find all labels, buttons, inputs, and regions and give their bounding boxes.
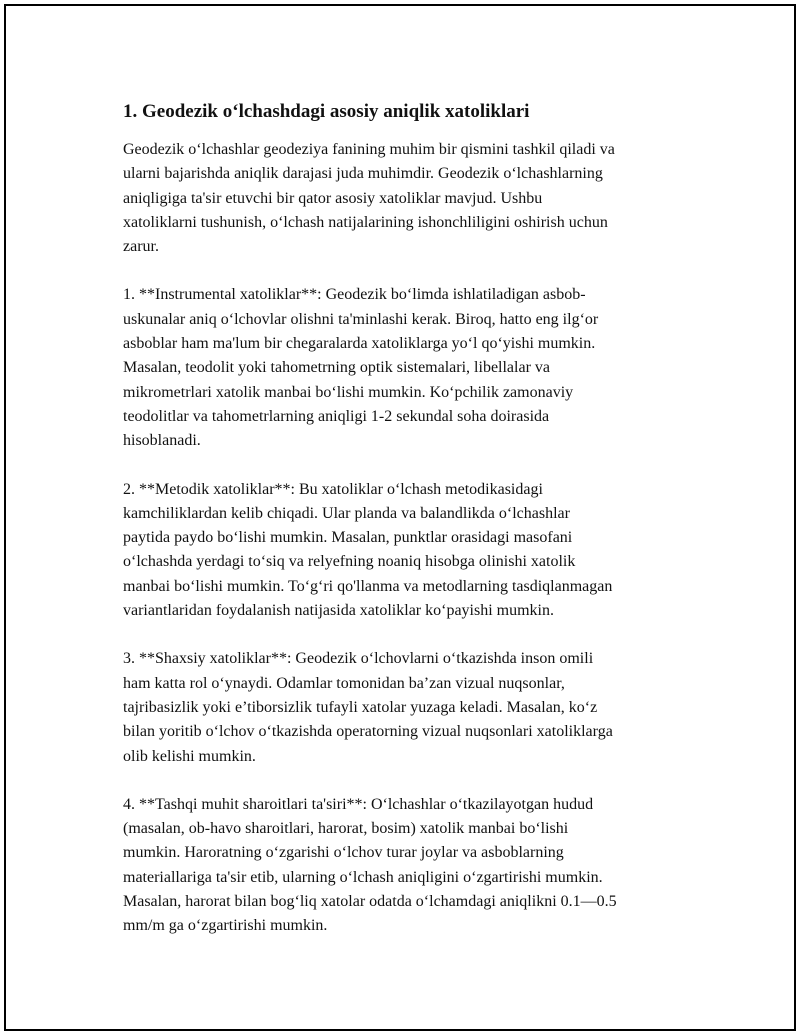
- personal-errors-paragraph: [123, 647, 703, 768]
- environment-errors-paragraph: [123, 793, 703, 939]
- paragraph-line: Geodezik o‘lchashlar geodeziya fanining muhim bir qismini tashkil qiladi va: [123, 141, 615, 158]
- paragraph-line: materiallariga ta'sir etib, ularning o‘lchash aniqligini o‘zgartirishi mumkin.: [123, 868, 603, 886]
- page-frame: [4, 4, 796, 1031]
- methodical-errors-paragraph: [123, 478, 703, 624]
- paragraph-line: Masalan, harorat bilan bog‘liq xatolar odatda o‘lchamdagi aniqlikni 0.1—0.5: [123, 893, 617, 911]
- paragraph-line: paytida paydo bo‘lishi mumkin. Masalan, punktlar orasidagi masofani: [123, 529, 573, 547]
- paragraph-line: mm/m ga o‘zgartirishi mumkin.: [123, 917, 328, 935]
- paragraph-line: 4. **Tashqi muhit sharoitlari ta'siri**: O‘lchashlar o‘tkazilayotgan hudud: [123, 795, 594, 813]
- paragraph-line: ularni bajarishda aniqlik darajasi juda muhimdir. Geodezik o‘lchashlarning: [123, 165, 603, 183]
- paragraph-line: uskunalar aniq o‘lchovlar olishni ta'minlashi kerak. Biroq, hatto eng ilg‘or: [123, 310, 599, 328]
- paragraph-line: hisoblanadi.: [123, 432, 201, 450]
- paragraph-line: asboblar ham ma'lum bir chegaralarda xatoliklarga yo‘l qo‘yishi mumkin.: [123, 335, 596, 353]
- paragraph-line: o‘lchashda yerdagi to‘siq va relyefning noaniq hisobga olinishi xatolik: [123, 553, 576, 571]
- intro-paragraph: [123, 138, 703, 259]
- paragraph-line: zarur.: [123, 238, 159, 256]
- page-title: 1. Geodezik o‘lchashdagi asosiy aniqlik xatoliklari: [123, 101, 530, 122]
- paragraph-line: olib kelishi mumkin.: [123, 747, 256, 765]
- paragraph-line: 1. **Instrumental xatoliklar**: Geodezik bo‘limda ishlatiladigan asbob-: [123, 286, 586, 304]
- paragraph-line: 2. **Metodik xatoliklar**: Bu xatoliklar o‘lchash metodikasidagi: [123, 480, 543, 498]
- instrumental-errors-paragraph: [123, 283, 703, 453]
- paragraph-line: variantlaridan foydalanish natijasida xatoliklar ko‘payishi mumkin.: [123, 602, 554, 620]
- paragraph-line: ham katta rol o‘ynaydi. Odamlar tomonidan ba’zan vizual nuqsonlar,: [123, 674, 565, 692]
- paragraph-line: manbai bo‘lishi mumkin. To‘g‘ri qo'llanma va metodlarning tasdiqlanmagan: [123, 577, 613, 595]
- paragraph-line: mumkin. Haroratning o‘zgarishi o‘lchov turar joylar va asboblarning: [123, 844, 564, 862]
- paragraph-line: mikrometrlari xatolik manbai bo‘lishi mumkin. Ko‘pchilik zamonaviy: [123, 383, 574, 401]
- paragraph-line: teodolitlar va tahometrlarning aniqligi 1-2 sekundal soha doirasida: [123, 407, 550, 425]
- paragraph-line: xatoliklarni tushunish, o‘lchash natijalarining ishonchliligini oshirish uchun: [123, 213, 608, 231]
- paragraph-line: kamchiliklardan kelib chiqadi. Ular planda va balandlikda o‘lchashlar: [123, 504, 570, 522]
- paragraph-line: (masalan, ob-havo sharoitlari, harorat, bosim) xatolik manbai bo‘lishi: [123, 820, 569, 838]
- paragraph-line: bilan yoritib o‘lchov o‘tkazishda operatorning vizual nuqsonlari xatoliklarga: [123, 723, 613, 741]
- paragraph-line: 3. **Shaxsiy xatoliklar**: Geodezik o‘lchovlarni o‘tkazishda inson omili: [123, 650, 594, 668]
- paragraph-line: Masalan, teodolit yoki tahometrning optik sistemalari, libellalar va: [123, 359, 551, 377]
- paragraph-line: tajribasizlik yoki e’tiborsizlik tufayli xatolar yuzaga keladi. Masalan, ko‘z: [123, 698, 598, 716]
- paragraph-line: aniqligiga ta'sir etuvchi bir qator asosiy xatoliklar mavjud. Ushbu: [123, 189, 543, 207]
- document-body: [123, 100, 703, 963]
